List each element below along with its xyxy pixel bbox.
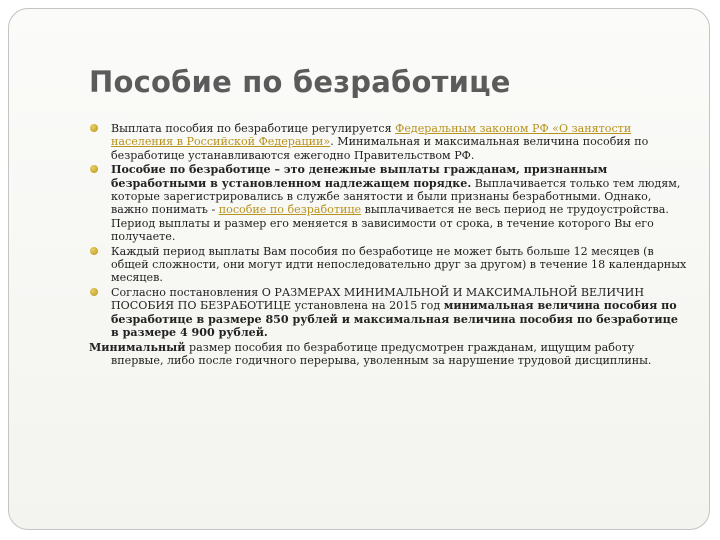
bullet-4-text: Согласно постановления О РАЗМЕРАХ МИНИМАЛЬНОЙ И МАКСИМАЛЬНОЙ ВЕЛИЧИН ПОСОБИЯ ПО БЕЗРАБОТИЦЕ установлена на 2015 год [111,285,645,313]
bullet-item-3 [89,245,689,285]
federal-law-link[interactable]: Федеральным законом РФ «О занятости населения в Российской Федерации» [111,122,632,149]
bullet-1-text-end: . Минимальная и максимальная величина пособия по безработице устанавливаются ежегодно Правительством РФ. [111,135,649,162]
bullet-dot-icon [90,124,98,132]
bullet-dot-icon [90,288,98,296]
bullet-item-2 [89,163,689,243]
minimal-paragraph-text: размер пособия по безработице предусмотрен гражданам, ищущим работу [185,340,635,354]
unemployment-benefit-link[interactable]: пособие по безработице [218,203,362,217]
slide-frame [8,8,710,530]
bullet-1-text: Выплата пособия по безработице регулируется [111,122,396,135]
bullet-2-text-end: выплачивается не весь период не трудоустройства. Период выплаты и размер его меняется в зависимости от срока, в течение которого Вы его получаете. [111,203,669,244]
minimal-paragraph [89,341,689,368]
minimal-bold-word: Минимальный [89,340,186,354]
bullet-dot-icon [90,247,98,255]
bullet-dot-icon [90,165,98,173]
bullet-item-4 [89,286,689,340]
slide-content [89,122,689,367]
bullet-2-bold-text: Пособие по безработице – это денежные выплаты гражданам, признанным безработными в установленном надлежащем порядке. [111,163,608,190]
bullet-item-1 [89,122,689,162]
bullet-3-text: Каждый период выплаты Вам пособия по безработице не может быть больше 12 месяцев (в общей сложности, они могут идти непоследовательно друг за другом) в течение 18 календарных месяцев. [111,244,687,285]
bullet-2-text: Выплачивается только тем людям, которые зарегистрировались в службе занятости и были признаны безработными. Однако, важно понимать - [111,176,681,217]
bullet-4-bold-text: минимальная величина пособия по безработице в размере 850 рублей и максимальная величина пособия по безработице в размере 4 900 рублей. [111,299,678,340]
slide-title: Пособие по безработице [89,65,511,99]
minimal-paragraph-continuation: впервые, либо после годичного перерыва, уволенным за нарушение трудовой дисциплины. [111,353,652,367]
minimal-paragraph-first-line [89,341,689,354]
